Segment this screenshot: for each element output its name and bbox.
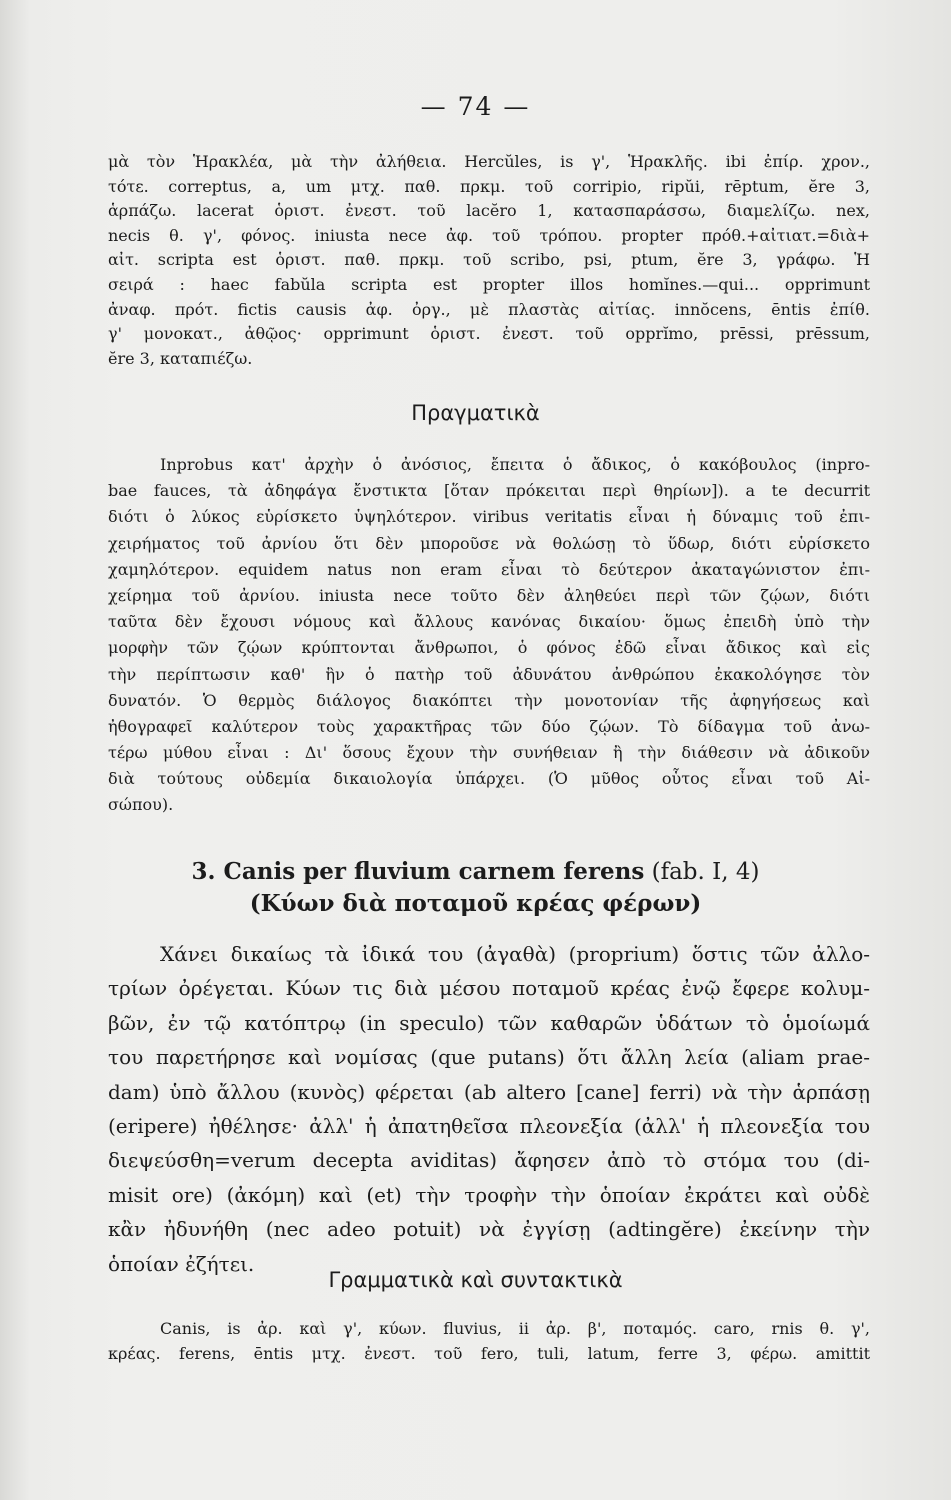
pragmatika-line: τέρω μύθου εἶναι : Δι' ὅσους ἔχουν τὴν συνήθειαν ἢ τὴν διάθεσιν νὰ ἀδικοῦν (108, 743, 870, 763)
notes-line: ἀναφ. πρότ. fictis causis ἀφ. ὀργ., μὲ πλαστὰς αἰτίας. innŏcens, ēntis ἐπίθ. (108, 299, 870, 319)
pragmatika-line: Inprobus κατ' ἀρχὴν ὁ ἀνόσιος, ἔπειτα ὁ ἄδικος, ὁ κακόβουλος (inpro- (160, 455, 870, 474)
pragmatika-line: χειρήματος τοῦ ἀρνίου ὅτι δὲν μποροῦσε νὰ θολώσῃ τὸ ὕδωρ, διότι εὑρίσκετο (108, 533, 870, 553)
grammatika-line: Canis, is ἀρ. καὶ γ', κύων. fluvius, ii ἀρ. β', ποταμός. caro, rnis θ. γ', (160, 1319, 870, 1338)
pragmatika-line: ταῦτα δὲν ἔχουσι νόμους καὶ ἄλλους κανόνας δικαίου· ὅμως ἐπειδὴ ὑπὸ τὴν (108, 612, 870, 632)
pragmatika-line: χείρημα τοῦ ἀρνίου. iniusta nece τοῦτο δὲν ἀληθεύει περὶ τῶν ζῴων, διότι (108, 585, 870, 605)
notes-line: σειρά : haec fabŭla scripta est propter illos homĭnes.—qui... opprimunt (108, 274, 870, 294)
pragmatika-line: bae fauces, τὰ ἀδηφάγα ἔνστικτα [ὅταν πρόκειται περὶ θηρίων]). a te decurrit (108, 481, 870, 501)
fable-line: Χάνει δικαίως τὰ ἰδικά του (ἀγαθὰ) (proprium) ὅστις τῶν ἀλλο- (160, 942, 870, 966)
fable-line: του παρετήρησε καὶ νομίσας (que putans) ὅτι ἄλλη λεία (aliam prae- (108, 1045, 870, 1070)
notes-line: necis θ. γ', φόνος. iniusta nece ἀφ. τοῦ τρόπου. propter πρόθ.+αἰτιατ.=διὰ+ (108, 225, 870, 245)
fable-line: misit ore) (ἀκόμη) καὶ (et) τὴν τροφὴν τὴν ὁποίαν ἐκράτει καὶ οὐδὲ (108, 1182, 870, 1207)
fable-title (0, 858, 951, 885)
fable-line: τρίων ὀρέγεται. Κύων τις διὰ μέσου ποταμοῦ κρέας ἐνῷ ἔφερε κολυμ- (108, 976, 870, 1001)
section-heading-pragmatika: Πραγματικὰ (411, 401, 540, 425)
fable-text (108, 937, 870, 1281)
section-heading-grammatika: Γραμματικὰ καὶ συντακτικὰ (328, 1268, 623, 1292)
notes-line: ĕre 3, καταπιέζω. (108, 348, 253, 368)
fable-line: dam) ὑπὸ ἄλλου (κυνὸς) φέρεται (ab altero [cane] ferri) νὰ τὴν ἁρπάσῃ (108, 1079, 870, 1104)
pragmatika-line: διὰ τούτους οὐδεμία δικαιολογία ὑπάρχει. (Ὁ μῦθος οὗτος εἶναι τοῦ Αἰ- (108, 769, 870, 789)
pragmatika-line: σώπου). (108, 795, 174, 815)
fable-line: βῶν, ἐν τῷ κατόπτρῳ (in speculo) τῶν καθαρῶν ὑδάτων τὸ ὁμοίωμά (108, 1010, 870, 1035)
pragmatika-line: ἠθογραφεῖ καλύτερον τοὺς χαρακτῆρας τῶν δύο ζῴων. Τὸ δίδαγμα τοῦ ἀνω- (108, 716, 870, 736)
fable-title-reference: (fab. I, 4) (644, 859, 760, 885)
vocabulary-notes (108, 150, 870, 371)
pragmatika-line: δυνατόν. Ὁ θερμὸς διάλογος διακόπτει τὴν μονοτονίαν τῆς ἀφηγήσεως καὶ (108, 690, 870, 710)
pragmatika-paragraph (108, 452, 870, 819)
notes-line: ἁρπάζω. lacerat ὁριστ. ἐνεστ. τοῦ lacĕro 1, κατασπαράσσω, διαμελίζω. nex, (108, 201, 870, 221)
fable-title-main: 3. Canis per fluvium carnem ferens (191, 858, 645, 885)
notes-line: τότε. correptus, a, um μτχ. παθ. πρκμ. τοῦ corripio, ripŭi, rēptum, ĕre 3, (108, 176, 870, 196)
fable-line: διεψεύσθη=verum decepta aviditas) ἄφησεν ἀπὸ τὸ στόμα του (di- (108, 1148, 870, 1173)
fable-subtitle: (Κύων διὰ ποταμοῦ κρέας φέρων) (249, 890, 702, 917)
notes-line: μὰ τὸν Ἡρακλέα, μὰ τὴν ἀλήθεια. Hercŭles, is γ', Ἡρακλῆς. ibi ἐπίρ. χρον., (108, 152, 870, 171)
pragmatika-line: μορφὴν τῶν ζῴων κρύπτονται ἄνθρωποι, ὁ φόνος ἐδῶ εἶναι ἄδικος καὶ εἰς (108, 638, 870, 658)
pragmatika-line: χαμηλότερον. equidem natus non eram εἶναι τὸ δεύτερον ἀκαταγώνιστον ἐπι- (108, 559, 870, 579)
fable-line: (eripere) ἠθέλησε· ἀλλ' ἡ ἀπατηθεῖσα πλεονεξία (ἀλλ' ἡ πλεονεξία του (108, 1113, 870, 1138)
notes-line: αἰτ. scripta est ὁριστ. παθ. πρκμ. τοῦ scribo, psi, ptum, ĕre 3, γράφω. Ἡ (108, 250, 870, 270)
pragmatika-line: τὴν περίπτωσιν καθ' ἣν ὁ πατὴρ τοῦ ἀδυνάτου ἀνθρώπου ἐκακολόγησε τὸν (108, 664, 870, 684)
page-number: — 74 — (420, 92, 531, 121)
fable-line: κἂν ἠδυνήθη (nec adeo potuit) νὰ ἐγγίσῃ (adtingĕre) ἐκείνην τὴν (108, 1217, 870, 1242)
pragmatika-line: διότι ὁ λύκος εὑρίσκετο ὑψηλότερον. viribus veritatis εἶναι ἡ δύναμις τοῦ ἐπι- (108, 507, 870, 527)
grammatika-line: κρέας. ferens, ēntis μτχ. ἐνεστ. τοῦ fero, tuli, latum, ferre 3, φέρω. amittit (108, 1343, 870, 1363)
fable-line: ὁποίαν ἐζήτει. (108, 1251, 255, 1276)
notes-line: γ' μονοκατ., ἀθῷος· opprimunt ὁριστ. ἐνεστ. τοῦ opprĭmo, prēssi, prēssum, (108, 324, 870, 344)
grammatika-paragraph (108, 1317, 870, 1366)
